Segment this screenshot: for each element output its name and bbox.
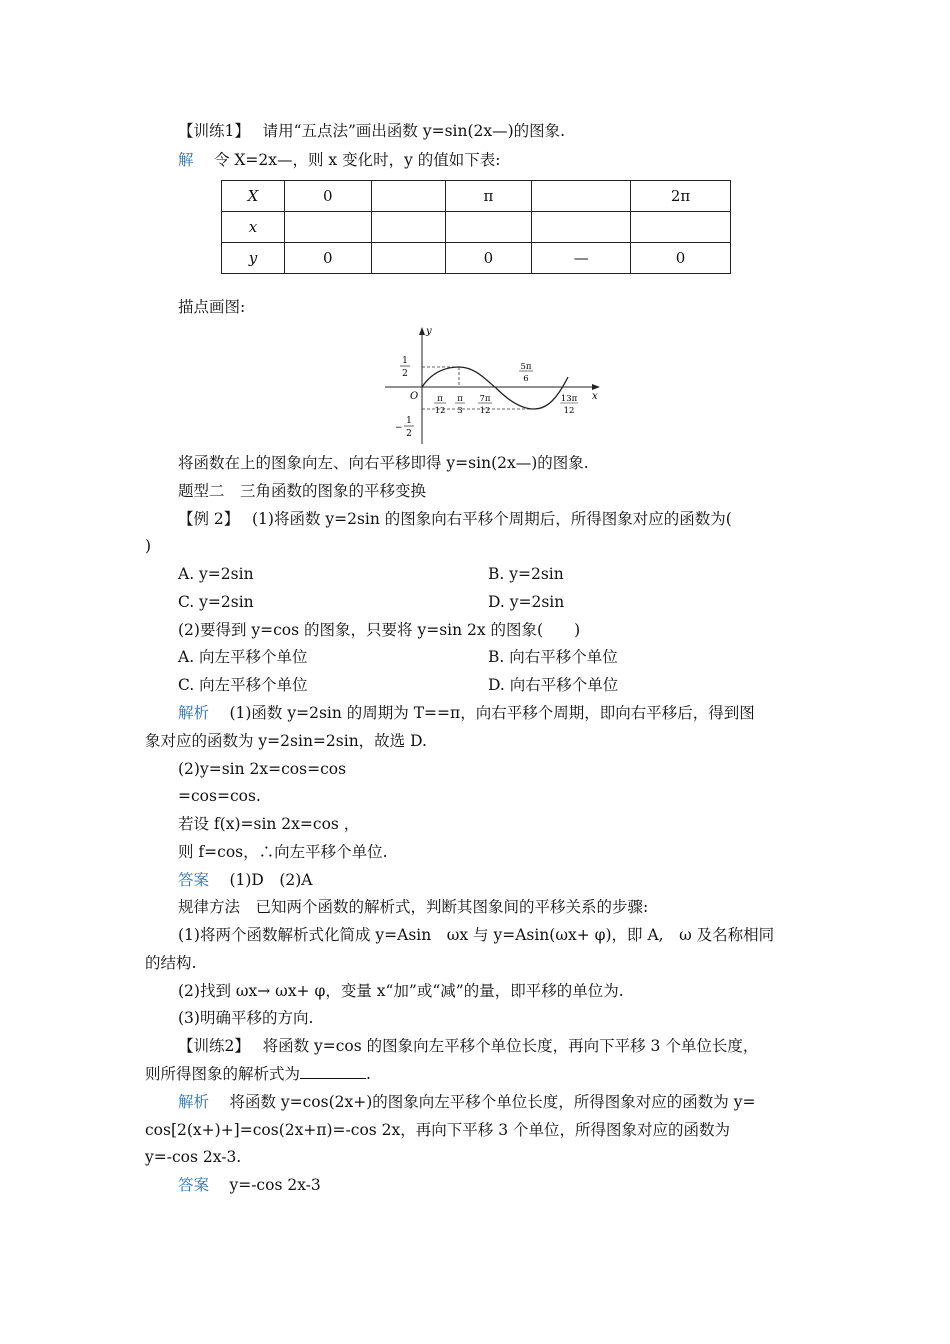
analysis-line2: 象对应的函数为 y=2sin=2sin，故选 D. xyxy=(145,732,427,750)
neg-half-den: 2 xyxy=(406,429,412,439)
analysis2-line3: y=-cos 2x-3. xyxy=(145,1148,242,1166)
table-row-X xyxy=(222,181,731,212)
train1-line xyxy=(178,121,565,141)
answer1-label: 答案 xyxy=(178,871,210,889)
y-axis-label: y xyxy=(426,326,432,337)
x-axis-label: x xyxy=(592,391,598,402)
method-step1-line1: (1)将两个函数解析式化简成 y=Asin ωx 与 y=Asin(ωx+ φ)，即 A, ω 及名称相同 xyxy=(178,926,775,944)
origin-label: O xyxy=(410,391,419,402)
table-cell xyxy=(532,181,631,212)
tick-pi12-num: π xyxy=(437,394,443,404)
table-cell: — xyxy=(532,243,631,274)
tick-7pi12-den: 12 xyxy=(479,406,491,416)
solution-text: 令 X=2x—，则 x 变化时，y 的值如下表: xyxy=(213,151,501,169)
table-cell: x xyxy=(222,212,285,243)
section-title: 题型二 三角函数的图象的平移变换 xyxy=(178,482,427,500)
analysis2-text1: 将函数 y=cos(2x+)的图象向左平移个单位长度，所得图象对应的函数为 y= xyxy=(229,1093,756,1111)
table-cell: 0 xyxy=(284,243,371,274)
analysis2-label: 解析 xyxy=(178,1093,210,1111)
example2-q2: (2)要得到 y=cos 的图象，只要将 y=sin 2x 的图象( ) xyxy=(178,621,581,639)
neg-sign: − xyxy=(395,423,403,433)
train2-line1 xyxy=(178,1036,758,1056)
plot-label: 描点画图: xyxy=(178,298,246,316)
answer2-text: y=-cos 2x-3 xyxy=(229,1176,321,1194)
train2-line2-suffix: . xyxy=(366,1065,371,1083)
sine-graph xyxy=(380,322,605,447)
table-cell xyxy=(371,212,445,243)
example2-q1-line1 xyxy=(178,509,732,529)
answer2-line xyxy=(178,1175,321,1195)
table-cell: y xyxy=(222,243,285,274)
analysis2-line2: cos[2(x+)+]=cos(2x+π)=-cos 2x，再向下平移 3 个单位，所得图象对应的函数为 xyxy=(145,1121,730,1139)
table-cell: 0 xyxy=(284,181,371,212)
neg-half-num: 1 xyxy=(406,416,412,426)
method-step1-line2: 的结构. xyxy=(145,954,197,972)
q1-option-d: D. y=2sin xyxy=(488,593,565,611)
analysis2-line1 xyxy=(178,1092,755,1112)
table-cell: 2π xyxy=(631,181,731,212)
example2-q1-line2: ) xyxy=(145,537,152,555)
solution-label: 解 xyxy=(178,151,194,169)
analysis-text1: (1)函数 y=2sin 的周期为 T==π，向右平移个周期，即向右平移后，得到图 xyxy=(229,704,755,722)
table-row-y xyxy=(222,243,731,274)
tick-13pi12-num: 13π xyxy=(560,394,578,404)
value-table xyxy=(221,180,731,274)
example2-tag: 【例 2】 xyxy=(178,510,232,528)
tick-7pi12-num: 7π xyxy=(479,394,491,404)
tick-13pi12-den: 12 xyxy=(563,406,575,416)
analysis-line1 xyxy=(178,703,755,723)
tick-pi3-num: π xyxy=(457,394,463,404)
table-cell: 0 xyxy=(631,243,731,274)
shift-sentence: 将函数在上的图象向左、向右平移即得 y=sin(2x—)的图象. xyxy=(178,454,589,472)
half-num: 1 xyxy=(402,356,408,366)
q1-option-b: B. y=2sin xyxy=(488,565,564,583)
table-cell: X xyxy=(222,181,285,212)
answer2-label: 答案 xyxy=(178,1176,210,1194)
method-title: 规律方法 已知两个函数的解析式，判断其图象间的平移关系的步骤: xyxy=(178,898,649,916)
table-cell: π xyxy=(445,181,532,212)
method-step2: (2)找到 ωx→ ωx+ φ，变量 x“加”或“减”的量，即平移的单位为. xyxy=(178,982,624,1000)
table-cell xyxy=(371,181,445,212)
train2-tag: 【训练2】 xyxy=(178,1037,243,1055)
table-row-x xyxy=(222,212,731,243)
tick-pi12-den: 12 xyxy=(434,406,446,416)
q2-option-b: B. 向右平移个单位 xyxy=(488,648,618,666)
q1-option-a: A. y=2sin xyxy=(178,565,254,583)
table-cell xyxy=(445,212,532,243)
train2-text: 将函数 y=cos 的图象向左平移个单位长度，再向下平移 3 个单位长度， xyxy=(262,1037,759,1055)
table-cell xyxy=(371,243,445,274)
q2-option-d: D. 向右平移个单位 xyxy=(488,676,619,694)
table-cell xyxy=(631,212,731,243)
half-den: 2 xyxy=(402,369,408,379)
table-cell xyxy=(532,212,631,243)
table-cell: 0 xyxy=(445,243,532,274)
answer1-line xyxy=(178,870,313,890)
answer-blank[interactable] xyxy=(300,1064,366,1079)
tick-5pi6-den: 6 xyxy=(523,374,529,384)
q2-option-c: C. 向左平移个单位 xyxy=(178,676,308,694)
analysis-line4: =cos=cos. xyxy=(178,787,261,805)
example2-q1-text: (1)将函数 y=2sin 的图象向右平移个周期后，所得图象对应的函数为( xyxy=(251,510,732,528)
train2-line2 xyxy=(145,1064,371,1084)
q2-option-a: A. 向左平移个单位 xyxy=(178,648,308,666)
y-axis-arrow xyxy=(419,327,425,335)
x-axis-arrow xyxy=(592,384,600,390)
tick-5pi6-num: 5π xyxy=(520,362,532,372)
analysis-line6: 则 f=cos，∴向左平移个单位. xyxy=(178,843,388,861)
train2-line2-prefix: 则所得图象的解析式为 xyxy=(145,1065,301,1083)
method-step3: (3)明确平移的方向. xyxy=(178,1009,314,1027)
train1-solution-line xyxy=(178,150,501,170)
answer1-text: (1)D (2)A xyxy=(229,871,313,889)
analysis-line3: (2)y=sin 2x=cos=cos xyxy=(178,760,347,778)
train1-prompt: 请用“五点法”画出函数 y=sin(2x—)的图象. xyxy=(262,122,566,140)
table-cell xyxy=(284,212,371,243)
analysis-line5: 若设 f(x)=sin 2x=cos ， xyxy=(178,815,360,833)
train1-tag: 【训练1】 xyxy=(178,122,243,140)
analysis-label: 解析 xyxy=(178,704,210,722)
q1-option-c: C. y=2sin xyxy=(178,593,254,611)
tick-pi3-den: 3 xyxy=(457,406,463,416)
